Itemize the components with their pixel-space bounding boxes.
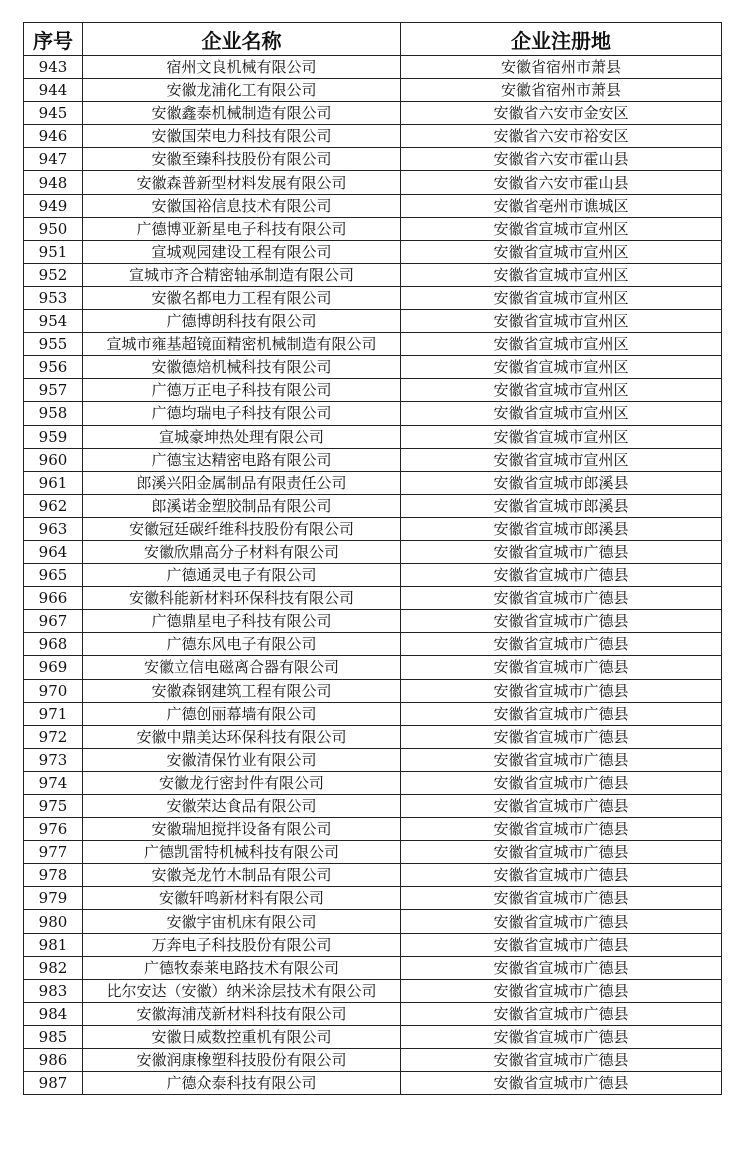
- registration-place-cell: 安徽省宣城市广德县: [401, 540, 722, 563]
- table-row: [24, 540, 722, 563]
- serial-number-cell: 951: [24, 240, 83, 263]
- serial-number-cell: 962: [24, 494, 83, 517]
- enterprise-name-cell: 安徽德焙机械科技有限公司: [83, 356, 401, 379]
- table-row: [24, 471, 722, 494]
- enterprise-name-cell: 安徽至臻科技股份有限公司: [83, 148, 401, 171]
- serial-number-cell: 980: [24, 910, 83, 933]
- registration-place-cell: 安徽省六安市金安区: [401, 102, 722, 125]
- table-row: [24, 864, 722, 887]
- table-row: [24, 240, 722, 263]
- enterprise-name-cell: 安徽国裕信息技术有限公司: [83, 194, 401, 217]
- table-row: [24, 356, 722, 379]
- table-row: [24, 795, 722, 818]
- table-row: [24, 887, 722, 910]
- registration-place-cell: 安徽省宣城市宣州区: [401, 448, 722, 471]
- enterprise-name-cell: 万奔电子科技股份有限公司: [83, 933, 401, 956]
- serial-number-cell: 987: [24, 1072, 83, 1095]
- table-row: [24, 494, 722, 517]
- serial-number-cell: 975: [24, 795, 83, 818]
- enterprise-name-cell: 广德博亚新星电子科技有限公司: [83, 217, 401, 240]
- registration-place-cell: 安徽省宣城市广德县: [401, 795, 722, 818]
- registration-place-cell: 安徽省宣城市宣州区: [401, 425, 722, 448]
- registration-place-cell: 安徽省六安市霍山县: [401, 171, 722, 194]
- registration-place-cell: 安徽省宣城市广德县: [401, 956, 722, 979]
- serial-number-cell: 966: [24, 587, 83, 610]
- table-row: [24, 148, 722, 171]
- registration-place-cell: 安徽省宣城市宣州区: [401, 356, 722, 379]
- enterprise-name-cell: 广德凯雷特机械科技有限公司: [83, 841, 401, 864]
- table-row: [24, 263, 722, 286]
- serial-number-cell: 945: [24, 102, 83, 125]
- registration-place-cell: 安徽省宣城市郎溪县: [401, 517, 722, 540]
- registration-place-cell: 安徽省宣城市宣州区: [401, 379, 722, 402]
- serial-number-cell: 986: [24, 1049, 83, 1072]
- table-row: [24, 1049, 722, 1072]
- enterprise-name-cell: 比尔安达（安徽）纳米涂层技术有限公司: [83, 979, 401, 1002]
- enterprise-name-cell: 安徽尧龙竹木制品有限公司: [83, 864, 401, 887]
- enterprise-name-cell: 安徽润康橡塑科技股份有限公司: [83, 1049, 401, 1072]
- registration-place-cell: 安徽省宣城市广德县: [401, 656, 722, 679]
- table-row: [24, 56, 722, 79]
- serial-number-cell: 952: [24, 263, 83, 286]
- table-row: [24, 702, 722, 725]
- registration-place-cell: 安徽省宿州市萧县: [401, 56, 722, 79]
- table-row: [24, 656, 722, 679]
- registration-place-cell: 安徽省宣城市广德县: [401, 748, 722, 771]
- enterprise-name-cell: 广德通灵电子有限公司: [83, 564, 401, 587]
- enterprise-name-cell: 安徽清保竹业有限公司: [83, 748, 401, 771]
- enterprise-name-cell: 安徽宇宙机床有限公司: [83, 910, 401, 933]
- serial-number-cell: 984: [24, 1002, 83, 1025]
- serial-number-cell: 943: [24, 56, 83, 79]
- enterprise-name-cell: 广德东风电子有限公司: [83, 633, 401, 656]
- enterprise-name-cell: 广德博朗科技有限公司: [83, 310, 401, 333]
- registration-place-cell: 安徽省宣城市广德县: [401, 864, 722, 887]
- enterprise-name-cell: 安徽欣鼎高分子材料有限公司: [83, 540, 401, 563]
- registration-place-cell: 安徽省宣城市宣州区: [401, 263, 722, 286]
- registration-place-cell: 安徽省宣城市广德县: [401, 1025, 722, 1048]
- registration-place-cell: 安徽省宣城市广德县: [401, 702, 722, 725]
- registration-place-cell: 安徽省宣城市广德县: [401, 725, 722, 748]
- registration-place-cell: 安徽省宣城市宣州区: [401, 333, 722, 356]
- header-registration-place: 企业注册地: [401, 23, 722, 56]
- serial-number-cell: 983: [24, 979, 83, 1002]
- enterprise-name-cell: 广德宝达精密电路有限公司: [83, 448, 401, 471]
- enterprise-name-cell: 安徽轩鸣新材料有限公司: [83, 887, 401, 910]
- enterprise-name-cell: 安徽鑫泰机械制造有限公司: [83, 102, 401, 125]
- enterprise-name-cell: 郎溪诺金塑胶制品有限公司: [83, 494, 401, 517]
- table-row: [24, 125, 722, 148]
- enterprise-name-cell: 宿州文良机械有限公司: [83, 56, 401, 79]
- enterprise-name-cell: 安徽日威数控重机有限公司: [83, 1025, 401, 1048]
- registration-place-cell: 安徽省宣城市广德县: [401, 887, 722, 910]
- table-row: [24, 910, 722, 933]
- table-row: [24, 933, 722, 956]
- enterprise-name-cell: 安徽森钢建筑工程有限公司: [83, 679, 401, 702]
- serial-number-cell: 965: [24, 564, 83, 587]
- table-row: [24, 286, 722, 309]
- serial-number-cell: 969: [24, 656, 83, 679]
- table-row: [24, 79, 722, 102]
- enterprise-name-cell: 安徽海浦茂新材料科技有限公司: [83, 1002, 401, 1025]
- table-row: [24, 725, 722, 748]
- table-row: [24, 633, 722, 656]
- table-row: [24, 171, 722, 194]
- serial-number-cell: 944: [24, 79, 83, 102]
- table-header-row: [24, 23, 722, 56]
- registration-place-cell: 安徽省宣城市广德县: [401, 633, 722, 656]
- serial-number-cell: 961: [24, 471, 83, 494]
- registration-place-cell: 安徽省宣城市宣州区: [401, 240, 722, 263]
- serial-number-cell: 947: [24, 148, 83, 171]
- registration-place-cell: 安徽省宣城市广德县: [401, 610, 722, 633]
- table-row: [24, 771, 722, 794]
- serial-number-cell: 979: [24, 887, 83, 910]
- enterprise-name-cell: 安徽立信电磁离合器有限公司: [83, 656, 401, 679]
- registration-place-cell: 安徽省宣城市广德县: [401, 1072, 722, 1095]
- table-row: [24, 1025, 722, 1048]
- enterprise-name-cell: 安徽龙浦化工有限公司: [83, 79, 401, 102]
- enterprise-name-cell: 安徽森普新型材料发展有限公司: [83, 171, 401, 194]
- enterprise-name-cell: 宣城豪坤热处理有限公司: [83, 425, 401, 448]
- enterprise-name-cell: 郎溪兴阳金属制品有限责任公司: [83, 471, 401, 494]
- serial-number-cell: 982: [24, 956, 83, 979]
- serial-number-cell: 967: [24, 610, 83, 633]
- registration-place-cell: 安徽省六安市裕安区: [401, 125, 722, 148]
- table-row: [24, 587, 722, 610]
- enterprise-name-cell: 安徽名都电力工程有限公司: [83, 286, 401, 309]
- enterprise-name-cell: 安徽龙行密封件有限公司: [83, 771, 401, 794]
- serial-number-cell: 976: [24, 818, 83, 841]
- registration-place-cell: 安徽省宿州市萧县: [401, 79, 722, 102]
- serial-number-cell: 973: [24, 748, 83, 771]
- registration-place-cell: 安徽省宣城市广德县: [401, 771, 722, 794]
- registration-place-cell: 安徽省宣城市郎溪县: [401, 471, 722, 494]
- header-serial-number: 序号: [24, 23, 83, 56]
- serial-number-cell: 946: [24, 125, 83, 148]
- registration-place-cell: 安徽省宣城市宣州区: [401, 310, 722, 333]
- enterprise-name-cell: 宣城市齐合精密轴承制造有限公司: [83, 263, 401, 286]
- registration-place-cell: 安徽省宣城市广德县: [401, 841, 722, 864]
- table-row: [24, 517, 722, 540]
- table-row: [24, 841, 722, 864]
- table-row: [24, 102, 722, 125]
- table-row: [24, 679, 722, 702]
- registration-place-cell: 安徽省宣城市郎溪县: [401, 494, 722, 517]
- enterprise-name-cell: 安徽科能新材料环保科技有限公司: [83, 587, 401, 610]
- serial-number-cell: 985: [24, 1025, 83, 1048]
- registration-place-cell: 安徽省宣城市广德县: [401, 933, 722, 956]
- serial-number-cell: 971: [24, 702, 83, 725]
- registration-place-cell: 安徽省宣城市广德县: [401, 1002, 722, 1025]
- serial-number-cell: 954: [24, 310, 83, 333]
- serial-number-cell: 956: [24, 356, 83, 379]
- header-enterprise-name: 企业名称: [83, 23, 401, 56]
- serial-number-cell: 949: [24, 194, 83, 217]
- table-row: [24, 448, 722, 471]
- enterprise-name-cell: 广德众泰科技有限公司: [83, 1072, 401, 1095]
- serial-number-cell: 950: [24, 217, 83, 240]
- enterprise-name-cell: 广德均瑞电子科技有限公司: [83, 402, 401, 425]
- registration-place-cell: 安徽省宣城市广德县: [401, 564, 722, 587]
- table-row: [24, 610, 722, 633]
- table-body: [24, 56, 722, 1095]
- enterprise-name-cell: 安徽中鼎美达环保科技有限公司: [83, 725, 401, 748]
- enterprise-name-cell: 广德牧泰莱电路技术有限公司: [83, 956, 401, 979]
- enterprise-name-cell: 广德创丽幕墙有限公司: [83, 702, 401, 725]
- serial-number-cell: 953: [24, 286, 83, 309]
- table-row: [24, 402, 722, 425]
- enterprise-name-cell: 安徽瑞旭搅拌设备有限公司: [83, 818, 401, 841]
- serial-number-cell: 963: [24, 517, 83, 540]
- serial-number-cell: 978: [24, 864, 83, 887]
- enterprise-name-cell: 安徽荣达食品有限公司: [83, 795, 401, 818]
- enterprise-name-cell: 宣城观园建设工程有限公司: [83, 240, 401, 263]
- enterprise-name-cell: 广德万正电子科技有限公司: [83, 379, 401, 402]
- serial-number-cell: 957: [24, 379, 83, 402]
- table-row: [24, 425, 722, 448]
- registration-place-cell: 安徽省宣城市广德县: [401, 910, 722, 933]
- table-row: [24, 333, 722, 356]
- enterprise-name-cell: 广德鼎星电子科技有限公司: [83, 610, 401, 633]
- registration-place-cell: 安徽省宣城市广德县: [401, 587, 722, 610]
- serial-number-cell: 968: [24, 633, 83, 656]
- registration-place-cell: 安徽省宣城市广德县: [401, 818, 722, 841]
- table-row: [24, 564, 722, 587]
- enterprise-name-cell: 安徽国荣电力科技有限公司: [83, 125, 401, 148]
- registration-place-cell: 安徽省宣城市广德县: [401, 1049, 722, 1072]
- enterprise-name-cell: 宣城市雍基超镜面精密机械制造有限公司: [83, 333, 401, 356]
- table-row: [24, 1072, 722, 1095]
- serial-number-cell: 981: [24, 933, 83, 956]
- table-row: [24, 217, 722, 240]
- table-row: [24, 818, 722, 841]
- registration-place-cell: 安徽省宣城市宣州区: [401, 217, 722, 240]
- registration-place-cell: 安徽省宣城市宣州区: [401, 286, 722, 309]
- table-row: [24, 748, 722, 771]
- table-row: [24, 194, 722, 217]
- enterprise-table: [23, 22, 722, 1095]
- serial-number-cell: 977: [24, 841, 83, 864]
- serial-number-cell: 955: [24, 333, 83, 356]
- serial-number-cell: 960: [24, 448, 83, 471]
- enterprise-name-cell: 安徽冠廷碳纤维科技股份有限公司: [83, 517, 401, 540]
- serial-number-cell: 970: [24, 679, 83, 702]
- serial-number-cell: 964: [24, 540, 83, 563]
- table-row: [24, 379, 722, 402]
- serial-number-cell: 959: [24, 425, 83, 448]
- serial-number-cell: 972: [24, 725, 83, 748]
- serial-number-cell: 974: [24, 771, 83, 794]
- table-row: [24, 979, 722, 1002]
- table-row: [24, 1002, 722, 1025]
- registration-place-cell: 安徽省宣城市宣州区: [401, 402, 722, 425]
- table-row: [24, 956, 722, 979]
- registration-place-cell: 安徽省亳州市谯城区: [401, 194, 722, 217]
- document-table-container: [23, 22, 721, 1095]
- registration-place-cell: 安徽省宣城市广德县: [401, 679, 722, 702]
- serial-number-cell: 958: [24, 402, 83, 425]
- registration-place-cell: 安徽省六安市霍山县: [401, 148, 722, 171]
- serial-number-cell: 948: [24, 171, 83, 194]
- registration-place-cell: 安徽省宣城市广德县: [401, 979, 722, 1002]
- table-row: [24, 310, 722, 333]
